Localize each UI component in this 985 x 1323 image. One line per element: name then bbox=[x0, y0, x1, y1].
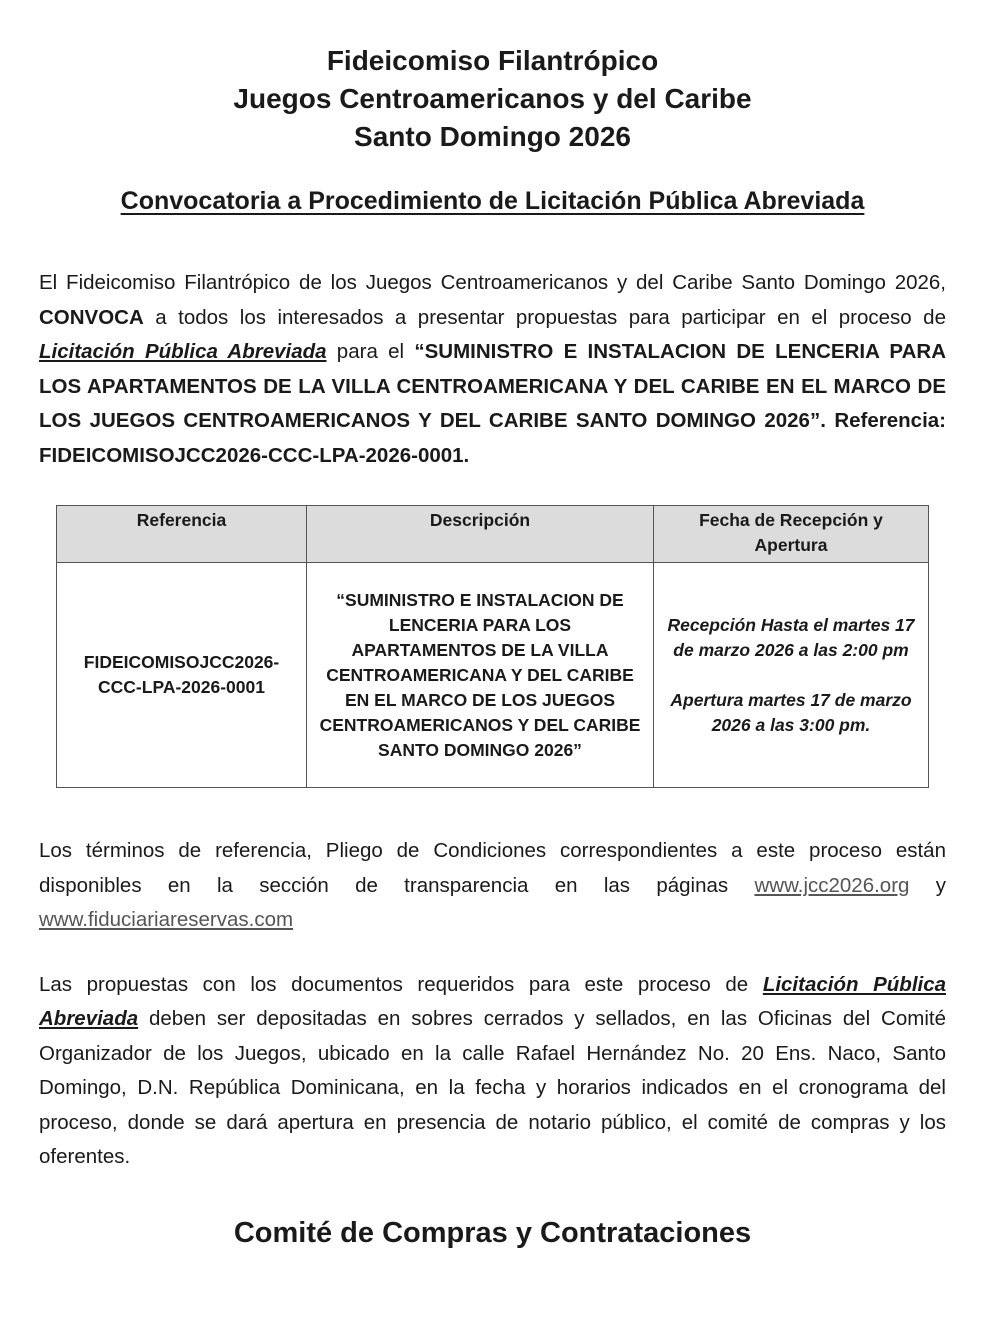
cell-apertura: Apertura martes 17 de marzo 2026 a las 3:00 pm. bbox=[670, 689, 912, 735]
cell-recepcion: Recepción Hasta el martes 17 de marzo 2026 a las 2:00 pm bbox=[667, 614, 915, 660]
terms-text: Los términos de referencia, Pliego de Condiciones correspondientes a este proceso están disponibles en la sección de transparencia en las páginas bbox=[39, 839, 946, 897]
proposals-procedure: Licitación Pública Abreviada bbox=[39, 972, 947, 1030]
header-referencia: Referencia bbox=[57, 506, 307, 563]
header-line-3: Santo Domingo 2026 bbox=[354, 121, 631, 152]
header-fecha: Fecha de Recepción y Apertura bbox=[654, 506, 929, 563]
proposals-text-1: Las propuestas con los documentos requeridos para este proceso de bbox=[39, 972, 763, 996]
cell-descripcion: “SUMINISTRO E INSTALACION DE LENCERIA PARA LOS APARTAMENTOS DE LA VILLA CENTROAMERICANA Y DEL CARIBE EN EL MARCO DE LOS JUEGOS CENTROAMERICANOS Y DEL CARIBE SANTO DOMINGO 2026” bbox=[307, 563, 654, 788]
proposals-text-2: deben ser depositadas en sobres cerrados y sellados, en las Oficinas del Comité Organizador de los Juegos, ubicado en la calle Rafael Hernández No. 20 Ens. Naco, Santo Domingo, D.N. República Dominicana, en la fecha y horarios indicados en el cronograma del proceso, donde se dará apertura en presencia de notario público, el comité de compras y los oferentes. bbox=[39, 1007, 946, 1168]
link-jcc2026[interactable]: www.jcc2026.org bbox=[754, 873, 910, 897]
intro-text-2: a todos los interesados a presentar propuestas para participar en el proceso de bbox=[143, 305, 946, 329]
terms-paragraph bbox=[39, 834, 946, 938]
proposals-paragraph bbox=[39, 968, 946, 1175]
table-row bbox=[57, 563, 929, 788]
document-subtitle: Convocatoria a Procedimiento de Licitación Pública Abreviada bbox=[120, 187, 865, 215]
intro-text-3: para el bbox=[326, 340, 415, 363]
terms-conj: y bbox=[909, 873, 946, 897]
intro-convoca: CONVOCA bbox=[39, 305, 144, 329]
document-header bbox=[39, 0, 946, 156]
header-line-2: Juegos Centroamericanos y del Caribe bbox=[233, 83, 752, 114]
intro-text-1: El Fideicomiso Filantrópico de los Juegos Centroamericanos y del Caribe Santo Domingo 2026, bbox=[39, 271, 946, 294]
table-header-row bbox=[57, 506, 929, 563]
intro-paragraph bbox=[39, 266, 946, 473]
intro-procedure: Licitación Pública Abreviada bbox=[39, 340, 327, 363]
header-line-1: Fideicomiso Filantrópico bbox=[326, 45, 659, 76]
cell-fecha bbox=[654, 563, 929, 788]
process-table bbox=[56, 505, 929, 788]
cell-referencia: FIDEICOMISOJCC2026-CCC-LPA-2026-0001 bbox=[57, 563, 307, 788]
intro-object: “SUMINISTRO E INSTALACION DE LENCERIA PARA LOS APARTAMENTOS DE LA VILLA CENTROAMERICANA Y DEL CARIBE EN EL MARCO DE LOS JUEGOS CENTROAMERICANOS Y DEL CARIBE SANTO DOMINGO 2026”. Referencia: FIDEICOMISOJCC2026-CCC-LPA-2026-0001. bbox=[39, 340, 946, 467]
committee-signature: Comité de Compras y Contrataciones bbox=[233, 1216, 752, 1249]
header-descripcion: Descripción bbox=[307, 506, 654, 563]
link-fiduciariareservas[interactable]: www.fiduciariareservas.com bbox=[39, 908, 294, 931]
